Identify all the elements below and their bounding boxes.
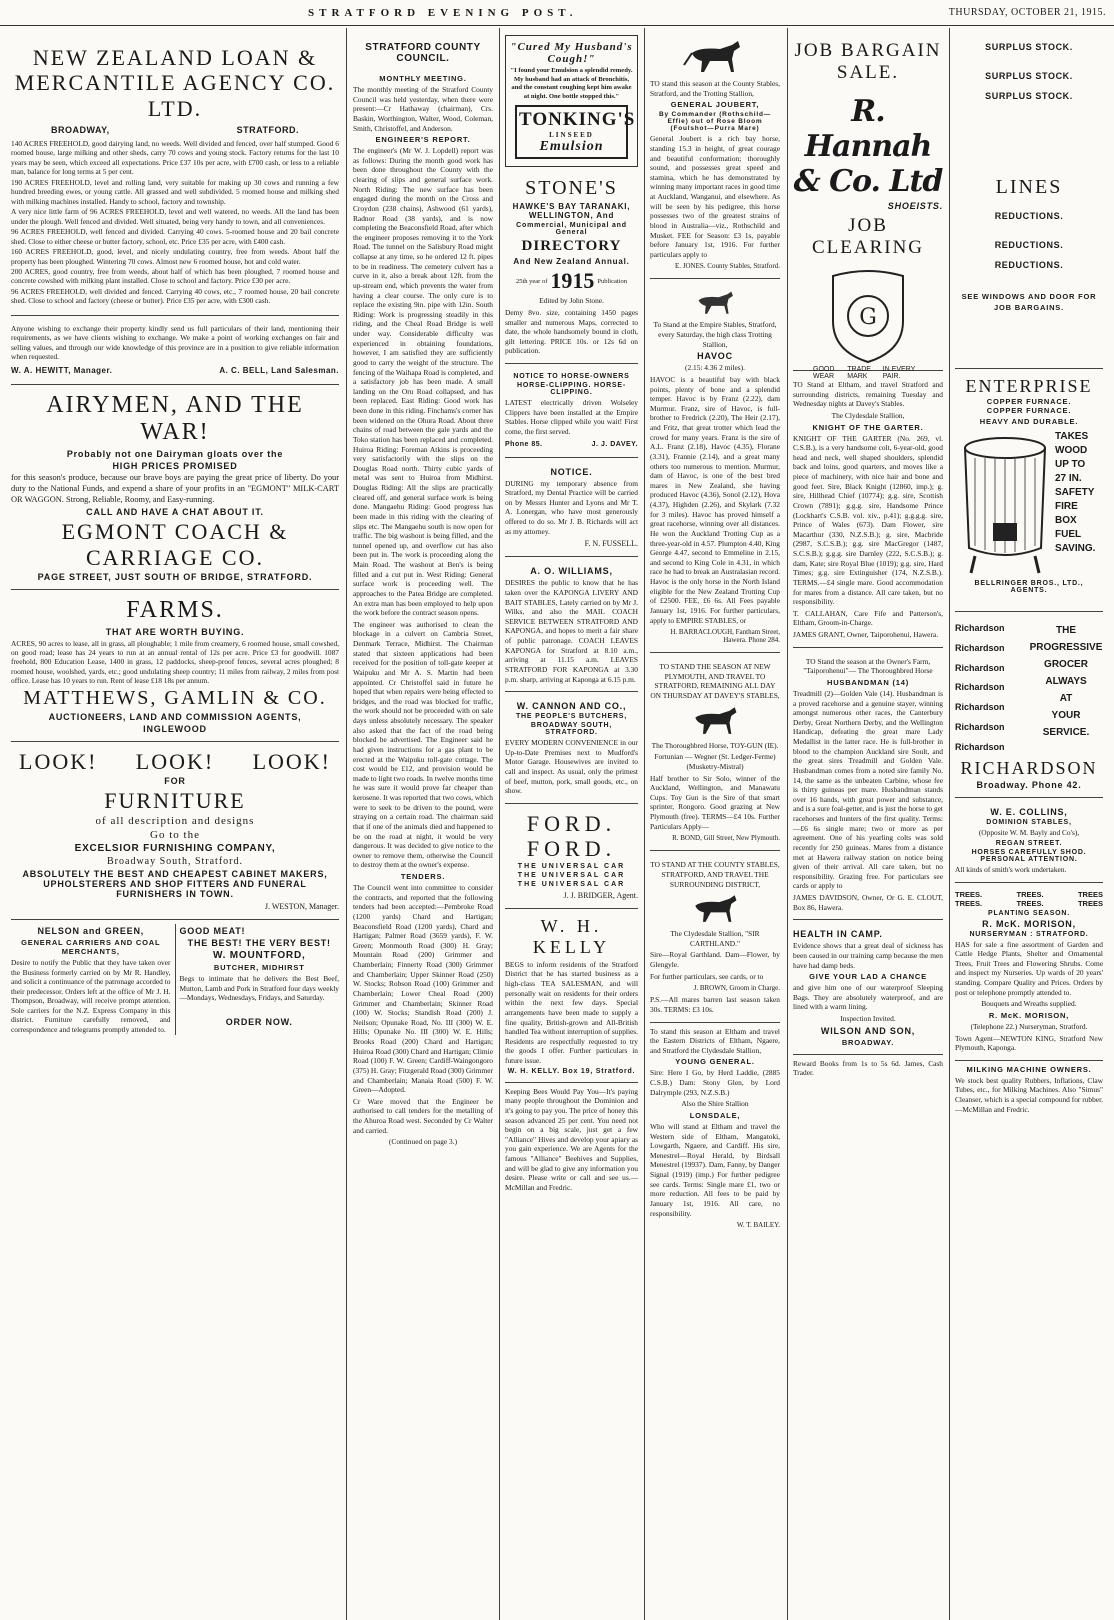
progressive-word: GROCER xyxy=(1044,659,1088,670)
farms-body: ACRES, 90 acres to lease, all in grass, all ploughable; 1 mile from creamery, 6 roomed house, small cowshed, on good road; lease has 24 years to run at an annual rental of 12s per acre. Price £3 for goodwill. 1087 freehold, 800 Education Lease, 1400 in grass, 12 paddocks, sheep-proof fences, several acres ploughed; 8 roomed house, woolshed, yards, etc.; good undulating sheep country; 11 miles from railway, 2 miles from post office. Lease has 10 years to run. Rent of lease £18 18s per annum. xyxy=(11,638,339,686)
ford-agent: J. J. BRIDGER, Agent. xyxy=(563,891,638,901)
dairymen-title: AIRYMEN, AND THE WAR! xyxy=(46,391,304,446)
richardson-row: Richardson xyxy=(955,721,1005,732)
carthland-sig: J. BROWN, Groom in Charge. xyxy=(693,984,780,993)
dairymen-high-prices: HIGH PRICES PROMISED xyxy=(112,461,238,472)
stones-sub: HAWKE'S BAY TARANAKI, WELLINGTON, And xyxy=(512,202,631,221)
look-for: FOR xyxy=(164,776,186,787)
carthland-pedigree: Sire—Royal Garthland. Dam—Flower, by Glengyle. xyxy=(650,950,780,969)
joubert-intro: TO stand this season at the County Stables, Stratford, and the Trotting Stallion, xyxy=(650,79,780,98)
carthland-advert xyxy=(650,855,780,1022)
kelly-sig: W. H. KELLY. Box 19, Stratford. xyxy=(507,1067,636,1075)
stones-year-post: Publication xyxy=(597,277,627,285)
progressive-word: YOUR xyxy=(1051,710,1081,721)
camp-give: GIVE YOUR LAD A CHANCE xyxy=(809,972,927,982)
tonkings-body: "I found your Emulsion a splendid remedy. My husband had an attack of Bronchitis, and the constant coughing kept him awake at night. One bottle stopped this." xyxy=(510,67,633,100)
lonsdale-name: LONSDALE, xyxy=(689,1110,741,1120)
farms-advert xyxy=(11,594,339,742)
mountford-sub: BUTCHER, MIDHIRST xyxy=(213,963,305,973)
richardson-title: RICHARDSON xyxy=(960,757,1098,778)
horse-icon xyxy=(690,290,740,316)
kelly-advert xyxy=(505,913,638,1082)
cannon-address: BROADWAY SOUTH, STRATFORD. xyxy=(530,722,613,737)
nz-loan-street: BROADWAY, xyxy=(51,124,110,135)
kelly-heading: W. H. KELLY xyxy=(532,916,611,958)
stones-title: STONE'S xyxy=(525,177,618,200)
matthews-sub: AUCTIONEERS, LAND AND COMMISSION AGENTS, xyxy=(48,711,302,722)
morison-body: HAS for sale a fine assortment of Garden and Cattle Hedge Plants, Shelter and Ornamental Trees, Fruit Trees and Flowering Shrubs. Come and inspect my Nurseries. Up wards of 20 years' standing. Compare Quality and Prices. Orders by post or telephone promptly attended to. xyxy=(955,939,1103,997)
notice-sig: F. N. FUSSELL. xyxy=(584,539,638,549)
newspaper-title: STRATFORD EVENING POST. xyxy=(308,6,578,19)
richardson-row: Richardson xyxy=(955,662,1005,673)
council-body: The engineer was authorised to clean the blockage in a culvert on Cambria Street, Denmark Terrace, Midhirst. The Chairman stated that sixteen applications had been received for the position of toll-gate keeper at Waipuku and Mr A. S. Martin had been appointed. Cr Christoffel said in future he hoped that when repairs were being effected to bridges, and the road was blocked for traffic, the work should not be proceeded with on sale days unless absolutely necessary. The speaker also asked that the fact of the road being blocked be advertised. The Engineer said he had given instructions for a gas plant to be erected at the Waipuku toll-gate cottage. The cost would be £12, and provision would be made to light two roads. In twelve months time he was sure it would prove far cheaper than kerosene. It was reported that two cows, which were to seek to be driven to the pound, were straying on a certain road. The chairman said that if one of the animals died and happened to be on the road at night, it would be very dangerous. It was decided to give notice to the owner to remove them, otherwise the Council to destroy them at the owner's expense. xyxy=(353,619,493,870)
horse-notice-head: NOTICE TO HORSE-OWNERS xyxy=(513,373,630,380)
furniture-advert xyxy=(11,746,339,921)
dairymen-sub: Probably not one Dairyman gloats over the xyxy=(66,449,284,460)
enterprise-advert xyxy=(955,373,1103,612)
stones-body: Demy 8vo. size, containing 1450 pages smaller and numerous Maps, corrected to date, the whole handsomely bound in cloth, gilt lettering. PRICE 10s. or 12s 6d on publication. xyxy=(505,307,638,356)
nz-loan-address xyxy=(11,125,339,135)
surplus-stock-advert xyxy=(955,38,1103,369)
knight-sig: T. CALLAHAN, Care Fife and Patterson's, Eltham, Groom-in-Charge. xyxy=(793,608,943,628)
hannah-logo: R. Hannah & Co. Ltd xyxy=(793,93,943,199)
wilson-address: BROADWAY. xyxy=(841,1037,895,1047)
look-row xyxy=(11,749,339,774)
furniture-heading: FURNITURE xyxy=(104,788,246,814)
knight-intro: TO Stand at Eltham, and travel Stratford and surrounding districts, remaining Tuesday and Wednesday nights at Davey's Stables. xyxy=(793,380,943,409)
ford-line: THE UNIVERSAL CAR xyxy=(517,872,626,880)
look-word: LOOK! xyxy=(135,748,215,774)
havoc-advert xyxy=(650,283,780,653)
husbandman-advert xyxy=(793,652,943,921)
salesman-signature: A. C. BELL, Land Salesman. xyxy=(219,365,339,375)
mountford-name: W. MOUNTFORD, xyxy=(212,950,306,962)
nz-loan-advert xyxy=(11,32,339,316)
listing: 160 ACRES FREEHOLD, good, level, and nicely undulating country, free from weeds. About half the property has been ploughed. Wintering 70 cows. Almost new 6 roomed house, hot and cold water. xyxy=(11,247,339,266)
order-now: ORDER NOW. xyxy=(225,1016,293,1027)
job-bargain-advert xyxy=(793,40,943,381)
tonkings-brand: TONKING'S xyxy=(519,109,636,131)
bellringer-agents: BELLRINGER BROS., LTD., AGENTS. xyxy=(974,579,1084,594)
trees-row xyxy=(955,890,1103,899)
nurseryman: NURSERYMAN : STRATFORD. xyxy=(969,930,1089,938)
collins-sub: DOMINION STABLES, xyxy=(986,819,1072,827)
stones-year-row xyxy=(505,268,638,294)
milking-heading: MILKING MACHINE OWNERS. xyxy=(966,1064,1092,1074)
reward-books: Reward Books from 1s to 5s 6d. James, Cash Trader. xyxy=(793,1058,943,1078)
knight-body: KNIGHT OF THE GARTER (No. 269, vl. C.S.B.), is a very handsome colt, 6-year-old, good head and neck, well shaped shoulders, splendid back and loins, good quarters, and moves like a piece of machinery, with nice hair and bone and good feet. Sire, Black Knight (12860, imp.); g. sire, Hillhead Chief (10774); g.g. sire, Scottish Crown (7891); g.g.g. sire, Handsome Prince (Lockhart's C.S.B. vol. xiv., p.41); g.g.g.g. sire, Prince of Wales (673). Dam Flower, sire Macarthur (330, N.Z.S.B.); g. sire, Macbride (2987, S.C.S.B.); g.g. sire MacGregor (1487, S.C.S.B.); g.g.g. sire Darnley (222, S.C.S.B.); g. dam, Kate; sire Royal Blue (1019); g.g. sire, Hard Times; g.g. sire Extinguisher (174, N.Z.S.B.). TERMS.—£4 single mare. Good accommodation for mares from a distance. All care taken, but no responsibility. xyxy=(793,433,943,607)
horse-clipping-advert xyxy=(505,368,638,458)
good-wear-labels xyxy=(793,366,943,380)
collins-heading: W. E. COLLINS, xyxy=(990,807,1068,818)
williams-advert xyxy=(505,561,638,692)
joubert-sig: E. JONES. County Stables, Stratford. xyxy=(675,262,780,271)
horse-notice-footer xyxy=(505,441,638,448)
progressive-word: ALWAYS xyxy=(1045,676,1087,687)
dairymen-advert xyxy=(11,389,339,590)
stones-year-pre: 25th year of xyxy=(515,277,548,285)
column-5 xyxy=(788,30,948,1616)
stones-directory: DIRECTORY xyxy=(521,238,622,255)
furnace-tag: SAVING. xyxy=(1055,542,1096,554)
egmont-title: EGMONT COACH & CARRIAGE CO. xyxy=(61,519,289,570)
trees-word: TREES xyxy=(1077,889,1103,899)
copper-line: COPPER FURNACE. xyxy=(986,405,1072,415)
knight-sub: The Clydesdale Stallion, xyxy=(831,410,905,420)
richardson-column xyxy=(955,619,1029,758)
camp-body-2: and give him one of our waterproof Sleeping Bags. They are absolutely waterproof, and are lined with a warm lining. xyxy=(793,983,943,1012)
carthland-body: For further particulars, see cards, or to xyxy=(650,971,764,981)
look-word: LOOK! xyxy=(19,748,98,774)
carthland-intro: TO STAND AT THE COUNTY STABLES, STRATFORD, AND TRAVEL THE SURROUNDING DISTRICT, xyxy=(650,860,780,889)
hannah-shoeists: SHOEISTS. xyxy=(887,200,943,211)
toygun-pedigree: Fortunian — Wegner (St. Ledger-Ferme) (Musketry-Mistral) xyxy=(654,752,776,771)
bees-advert: Keeping Bees Would Pay You—It's paying many people throughout the Dominion and it's going to pay you. The price of honey this season advanced 25 per cent. You need not begin on a big scale, just get a few "Alliance" Hives and develop your apiary as you gain experience. We are Agents for the famous "Alliance" Beehives and Supplies, and will be glad to give any information you desire. Please write or call and see us.—McMillan and Fredric. xyxy=(505,1086,638,1192)
see-windows: SEE WINDOWS AND DOOR FOR xyxy=(961,291,1097,301)
richardson-body xyxy=(955,619,1103,758)
richardson-address: Broadway. Phone 42. xyxy=(976,780,1082,791)
collins-advert xyxy=(955,802,1103,882)
trees-word: TREES. xyxy=(955,898,983,908)
toygun-caption: The Thoroughbred Horse, TOY-GUN (IE). xyxy=(651,740,779,750)
horse-notice-sig: J. J. DAVEY. xyxy=(591,440,638,448)
enterprise-title: ENTERPRISE xyxy=(965,376,1093,396)
tenders-heading: TENDERS. xyxy=(400,872,446,881)
morison-phone: (Telephone 22.) Nurseryman, Stratford. xyxy=(970,1021,1088,1031)
engineer-report: The engineer's (Mr W. J. Lopdell) report was as follows: During the month good work has been done throughout the County with the clearing of slips and general surface work. North Riding: The new surface has been engaged during the month on the Cross and Croydon (238 chains), Ashwood (61 yards), Radnor Road (38 yards), and is now completing the Beaconsfield Road, after which the engineer proposes removing it to the York Road. The tunnel on the Salisbury Road might collapse at any time, so he ordered 12 ft. pipes to be in readiness. The cemetery culvert has a curve in it, also a break about 12ft. from the up-stream end, which prevents the water from having a clear course. The only cure is to replace the existing 9in. pipe with 12in. South Riding: Work is progressing steadily in this riding, and the Cheal Road Bridge is well under way. Considerable difficulty was experienced in obtaining foundations, however, I am satisfied they are sufficiently good to carry the weight of the structure. The fencing of the Waihapa Road is completed, and a satisfactory job has been made. A small landing on the Oru Road collapsed, and has been replaced. East Riding: Good work has been done in this riding. Finchams's corner has been widened on the Ohura Road. About three chains of road between the gale yards and the Toko station has been replaced and completed. Huiroa Riding: Foreman Atkins is proceeding very satisfactorily with the slips on the Douglas Road north. Thirty cubic yards of metal was sent to Huiroa from Midhirst. Douglas Riding: All the slips are practically cleared off, and general surface work is being done. Mangaehu Riding: Good progress has been made in this riding with the clearing of slips etc. The Mangaehu south is now open for traffic. The big washout is being filled, and the tunnel opened up, and overflow cut has also been put in. The work is proceeding along the Main Road. The washout at Ben's is being filled and a cut put in. West Riding: General surface work is proceeding well. The approaches to the Patea Bridge are completed. An extra man has been employed to help upon the work before the contract season opens. xyxy=(353,146,493,618)
tonkings-quote: "Cured My Husband's Cough!" xyxy=(510,41,633,65)
nelson-green-advert xyxy=(11,924,176,1035)
column-2 xyxy=(348,30,498,1616)
collins-body: HORSES CAREFULLY SHOD. PERSONAL ATTENTION. xyxy=(971,848,1087,863)
trees-word: TREES. xyxy=(1016,898,1044,908)
kelly-body: BEGS to inform residents of the Stratford District that he has started business as a high-class TEA SALESMAN, and will personally wait on residents for their orders within the next few days. Special arrangements have been made to supply a fine quality, British-grown and All-British handled Tea without interruption of supplies. Residents are respectfully requested to try the goods I offer. Further particulars in future issue. xyxy=(505,959,638,1066)
tonkings-linseed: LINSEED xyxy=(549,131,594,140)
stones-advert xyxy=(505,170,638,364)
lines-heading: LINES xyxy=(995,176,1063,199)
havoc-intro: To Stand at the Empire Stables, Stratford, every Saturday, the high class Trotting Stallion, xyxy=(653,320,777,349)
exchange-notice: Anyone wishing to exchange their property kindly send us full particulars of their land, mentioning their requirements, as we have clients wishing to exchange. We make a point of working exchanges on fair and selling values, and through our wide knowledge of this province are in a position to give reliable information when requested. xyxy=(11,324,339,362)
young-intro: To stand this season at Eltham and travel the Eastern Districts of Eltham, Ngaere, and Stratford the Clydesdale Stallion, xyxy=(650,1026,780,1055)
copper-line: COPPER FURNACE. xyxy=(986,396,1072,406)
ford-advert xyxy=(505,808,638,910)
collins-body-2: All kinds of smith's work undertaken. xyxy=(955,864,1067,874)
trees-row xyxy=(955,899,1103,908)
joubert-name: GENERAL JOUBERT, xyxy=(670,100,760,110)
notice-body: DURING my temporary absence from Stratford, my Dental Practice will be carried on by Messrs Hunter and Lyons and Mr T. A. Lonergan, who have most generously offered to do so. Mr J. B. Richards will act as my attorney. xyxy=(505,478,638,536)
dairymen-body: for this season's produce, because our brave boys are paying the great price of liberty. Do your duty to the National Funds, and expend a share of your profits in an "EGMONT" MILK-CART OR WAGGON. Strong, Reliable, Roomy, and Easy-running. xyxy=(11,473,339,504)
town-agent: Town Agent—NEWTON KING, Stratford New Plymouth, Kaponga. xyxy=(955,1033,1103,1053)
toygun-intro: TO STAND THE SEASON AT NEW PLYMOUTH, AND TRAVEL TO STRATFORD, REMAINING ALL DAY ON THURSDAY AT DAVEY'S STABLES, xyxy=(650,662,780,700)
egmont-address: PAGE STREET, JUST SOUTH OF BRIDGE, STRATFORD. xyxy=(37,571,313,582)
cannon-sub: THE PEOPLE'S BUTCHERS, xyxy=(515,713,628,721)
knight-name: KNIGHT OF THE GARTER. xyxy=(812,422,924,432)
trees-word: TREES xyxy=(1077,898,1103,908)
furnace-tags xyxy=(1055,428,1103,578)
excelsior-body: ABSOLUTELY THE BEST AND CHEAPEST CABINET MAKERS, UPHOLSTERERS AND SHOP FITTERS AND FUNERAL FURNISHERS IN TOWN. xyxy=(22,869,328,900)
reduction-line: REDUCTIONS. xyxy=(994,211,1064,222)
excelsior-address: Broadway South, Stratford. xyxy=(107,856,243,868)
havoc-body: HAVOC is a beautiful bay with black points, plenty of bone and a splendid temper. Havoc is by Franz (2.22), dam Murmur. Franz, sire of Havoc, is full-brother to Fredrick (2.20), The Heir (2.17), and Fritz, that great trotter which lead the crowd for many years. Franz is the sire of A.L. Franz (2.18), Havoc (4.35), Florane (3.31), Frannie (2.14), and a great many others too numerous to mention. Murmur, dam of Havoc, is one of the best bred mares in New Zealand, she having produced Havoc (4.36), Sonol (2.12), Hova (4.37), Highden (2.26), and Skylark (7.32 for 3 miles). Havoc has proved himself a great racehorse, winning over all distances. He won the Auckland Trotting Cup as a three-year-old in 4.57. Plumpton 4.40, King George 4.47, second to Emmeline in 2.15, and second to King Cole in 4.31, in which race he had to break an Australasian record. Havoc is the only horse in the North Island eligible for the New Zealand Trotting Cup of £2500. FEE, £6 6s. All Fees payable January 1st, 1916. For further particulars, apply to EMPIRE STABLES, or xyxy=(650,374,780,625)
furnace-tag: FUEL xyxy=(1055,528,1082,540)
continued-note: (Continued on page 3.) xyxy=(388,1137,458,1147)
horse-notice-phone: Phone 85. xyxy=(505,440,543,448)
cannon-advert xyxy=(505,696,638,804)
nz-loan-footer xyxy=(11,320,339,385)
camp-invite: Inspection Invited. xyxy=(840,1014,896,1023)
cannon-body: EVERY MODERN CONVENIENCE in our Up-to-Date Premises next to Mudford's Motor Garage. Housewives are invited to call and inspect. As usual, only the primest of beef, mutton, pork, small goods, etc., on show. xyxy=(505,738,638,796)
good-wear-mark: TRADE MARK xyxy=(847,366,871,381)
tonkings-advert xyxy=(505,35,638,167)
listing: 200 ACRES, good country, free from weeds, about half of which has been ploughed, 7 roomed house and concrete cowshed with milking plant installed. Close to school and factory. Price £30 per acre. xyxy=(11,266,339,286)
column-4 xyxy=(645,30,785,1616)
tonkings-emulsion: Emulsion xyxy=(539,139,604,155)
carthland-caption: The Clydesdale Stallion, "SIR CARTHLAND." xyxy=(670,929,760,948)
havoc-time: (2.15: 4.36 2 miles). xyxy=(685,363,745,373)
joubert-pedigree: By Commander (Rothschild—Effie) out of Rose Bloom (Foulshot—Purra Mare) xyxy=(658,111,772,133)
good-meat: GOOD MEAT! xyxy=(179,926,246,937)
look-goto: Go to the xyxy=(150,829,200,842)
wilson-name: WILSON AND SON, xyxy=(820,1025,916,1036)
husband-name: HUSBANDMAN (14) xyxy=(826,677,909,687)
tenders-body: The Council went into committee to consider the contracts, and reported that the following tenders had been accepted:—Pembroke Road (1200 yards) Chard and Hartigan; Beaconsfield Road (1200 yards), Chard and Hartigan; Palmer Road (3659 yards), F. W. Green; Monmouth Road (300) H. Gray; Mountain Road (200) Grimmer and Chamberlain; Finnerty Road (300) Grimmer and Chamberlain; Upper Skinner Road (250) W. Stocks; Robson Road (100) Grimmer and Chamberlain; Lower Cheal Road (200) Grimmer and Chamberlain; Skinner Road (100) W. Stocks; Standish Road (200) J. Neilson; Opunake Road, No. III (300) W. E. Hills; Opunake No. III (300) W. E. Hills; Brooks Road (200) Chard and Hartigan; Huiroa Road (300) Chard and Hartigan; Climie Road (100) F. W. Green; Cardiff-Waingongoro (375) H. Gray; Fitzgerald Road (300) Grimmer and Chamberlain; Manaia Road (500) F. W. Green—Adopted. xyxy=(353,883,493,1095)
enterprise-body xyxy=(955,428,1103,578)
husband-body: Treadmill (2)—Golden Vale (14). Husbandman is a proved racehorse and a genuine stayer, winning amongst numerous other races, the Canterbury Derby, Great Northern Derby, and the Wellington Handicap, defeating the great mare Lady Medallist in the latter race. He is full-brother in blood to the champion Auckland sire Soult, and the great sires Treadmill and Golden Vale. Husbandman comes from a noted sire family No. 14, the same as the unbeaten Carbine, whose fee is thirty guineas per mare. Husbandman stands over 16 hands, with great power and substance, and is a sure foal-getter, and is just the horse to get racehorses and hunters of the first quality. Terms:—£6 6s single mare; two or more as per agreement. One of his yearling colts was sold recently for 250 guineas. Mares from a distance met at Hawera railway station on notice being given of their arrival. All care taken, but no responsibility. Grazing free. For particulars see cards or apply to xyxy=(793,688,943,891)
husband-intro: TO Stand the season at the Owner's Farm, "Taiporohenui"— The Thoroughbred Horse xyxy=(803,656,933,676)
cannon-heading: W. CANNON AND CO., xyxy=(516,701,627,712)
toygun-body: Half brother to Sir Solo, winner of the Auckland, Wellington, and Manawatu Cups. Toy Gun is the Sire of that smart sprinter, Rongoro. Good grazing at New Plymouth (free). TERMS—£4 10s. Further Particulars Apply— xyxy=(650,773,780,831)
collins-street: REGAN STREET. xyxy=(995,839,1063,847)
toygun-advert xyxy=(650,657,780,851)
reduction-line: REDUCTIONS. xyxy=(994,240,1064,251)
column-6 xyxy=(950,30,1108,1616)
havoc-sig: H. BARRACLOUGH, Fantham Street, Hawera. Phone 284. xyxy=(670,628,780,645)
stones-annual: And New Zealand Annual. xyxy=(513,257,630,267)
havoc-name: HAVOC xyxy=(697,351,733,362)
weston-signature: J. WESTON, Manager. xyxy=(264,902,339,912)
listing: 140 ACRES FREEHOLD, good dairying land, no weeds. Well divided and fenced, over half stumped. Good 6 roomed house, large milking and other sheds, carry 70 cows and young stock. Factory returns for the last 10 years may be seen, which exceed all expectations. Price £37 10s per acre, with £700 cash, or less to a reliable man, balance for long terms at 5 per cent. xyxy=(11,138,339,177)
dairymen-call: CALL AND HAVE A CHAT ABOUT IT. xyxy=(86,507,264,518)
look-word: LOOK! xyxy=(252,748,331,774)
council-sub: MONTHLY MEETING. xyxy=(379,74,467,83)
bouquets: Bouquets and Wreaths supplied. xyxy=(981,999,1077,1009)
morison-name: R. McK. MORISON, xyxy=(982,918,1076,929)
williams-heading: A. O. WILLIAMS, xyxy=(530,566,613,577)
council-intro: The monthly meeting of the Stratford County Council was held yesterday, when there were present:—Cr Hathaway (chairman), Crs. Baskin, Worthington, Walter, Wood, Coleman, Smith, Christoffel, and Anderson. xyxy=(353,85,493,133)
trees-word: TREES. xyxy=(955,889,983,899)
nelson-body: Desire to notify the Public that they have taken over the Business formerly carried on by Mr R. Handley, and solicit a continuance of the patronage accorded to their predecessor. Orders left at the office of Mr J. H. Thompson, Broadway, will receive prompt attention. Sole carriers for the N.Z. Express Company in this district. Furniture carefully removed, and correspondence and telegrams promptly attended to. xyxy=(11,958,171,1034)
tonkings-logo xyxy=(515,105,636,159)
bottom-ads xyxy=(11,924,339,1035)
richardson-row: Richardson xyxy=(955,741,1005,752)
progressive-word: SERVICE. xyxy=(1042,727,1090,738)
young-also: Also the Shire Stallion xyxy=(681,1099,749,1109)
nelson-title: NELSON and GREEN, xyxy=(37,926,145,937)
health-camp-advert xyxy=(793,924,943,1054)
horse-icon xyxy=(685,893,745,925)
young-name: YOUNG GENERAL. xyxy=(675,1057,755,1067)
milking-body: We stock best quality Rubbers, Inflations, Claw Tubes, etc., for Milking Machines. Also "Simus" Cleanser, which is a special compound for rubber.—McMillan and Fredric. xyxy=(955,1075,1103,1114)
furnace-tag: SAFETY xyxy=(1055,486,1095,498)
excelsior-name: EXCELSIOR FURNISHING COMPANY, xyxy=(74,843,276,855)
matthews-title: MATTHEWS, GAMLIN & CO. xyxy=(23,686,327,709)
listing: 190 ACRES FREEHOLD, level and rolling land, very suitable for making up 30 cows and running a few hundred breeding ewes, or young cattle. All grassed and well subdivided. 5 roomed house and milking shed with milking machines installed. Handy to school, factory and township. xyxy=(11,177,339,206)
young-general-advert xyxy=(650,1027,780,1230)
milking-advert xyxy=(955,1065,1103,1115)
collins-sub-2: (Opposite W. M. Bayly and Co's), xyxy=(978,828,1080,838)
heavy-durable: HEAVY AND DURABLE. xyxy=(979,416,1079,426)
ford-line: THE UNIVERSAL CAR xyxy=(517,881,626,889)
job-bargain-title: JOB BARGAIN SALE. xyxy=(794,40,942,83)
reduction-line: REDUCTIONS. xyxy=(994,259,1064,270)
stones-sub-2: Commercial, Municipal and General xyxy=(516,222,627,237)
lonsdale-sig: W. T. BAILEY. xyxy=(736,1221,780,1230)
engineer-heading: ENGINEER'S REPORT. xyxy=(375,135,471,145)
look-body: of all description and designs xyxy=(95,815,255,828)
column-1 xyxy=(6,30,344,1616)
mountford-advert xyxy=(180,924,340,1035)
nz-loan-title: NEW ZEALAND LOAN & MERCANTILE AGENCY CO. LTD. xyxy=(14,45,336,121)
issue-date: THURSDAY, OCTOBER 21, 1915. xyxy=(948,7,1106,18)
williams-body: DESIRES the public to know that he has taken over the KAPONGA LIVERY AND BAIT STABLES, Lately carried on by Mr J. Wilks, and also the MAIL COACH SERVICE BETWEEN STRATFORD AND KAPONGA, and hopes to merit a fair share of public patronage. COACH LEAVES KAPONGA for Stratford at 8.10 a.m., arriving at 11.15 a.m. LEAVES STRATFORD FOR KAPONGA at 3.30 p.m. sharp, arriving at Kaponga at 6.15 p.m. xyxy=(505,578,638,684)
job-clearing: JOB CLEARING xyxy=(811,214,925,258)
ford-line: THE UNIVERSAL CAR xyxy=(517,863,626,871)
furnace-tag: UP TO xyxy=(1055,458,1086,470)
progressive-column xyxy=(1029,619,1103,758)
furnace-tag: TAKES xyxy=(1055,430,1089,442)
furnace-tag: FIRE xyxy=(1055,500,1078,512)
council-title: STRATFORD COUNTY COUNCIL. xyxy=(365,42,481,64)
progressive-word: PROGRESSIVE xyxy=(1029,642,1103,653)
svg-text:G: G xyxy=(859,305,877,331)
column-3 xyxy=(500,30,643,1616)
richardson-advert xyxy=(955,616,1103,798)
young-pedigree: Sire: Here I Go, by Herd Laddie, (2885 C.S.B.) Dam: Stony Glen, by Lord Dalrymple (293, N.Z.S.B.) xyxy=(650,1068,780,1097)
horse-notice-sub: HORSE-CLIPPING. HORSE-CLIPPING. xyxy=(517,382,626,396)
dental-notice xyxy=(505,462,638,558)
nelson-sub: GENERAL CARRIERS AND COAL MERCHANTS, xyxy=(21,938,161,957)
stones-year: 1915 xyxy=(550,268,595,294)
stones-edited: Edited by John Stone. xyxy=(539,296,604,306)
richardson-row: Richardson xyxy=(955,623,1005,633)
carthland-ps: P.S.—All mares barren last season taken 30s. TERMS: £3 10s. xyxy=(650,995,780,1014)
morison-name-2: R. McK. MORISON, xyxy=(988,1010,1070,1020)
good-wear-bottom: IN EVERY PAIR. xyxy=(882,366,916,381)
surplus-line: SURPLUS STOCK. xyxy=(985,90,1073,101)
richardson-row: Richardson xyxy=(955,682,1005,693)
good-wear-badge-icon xyxy=(823,266,913,366)
horse-icon xyxy=(685,705,745,737)
copper-furnace-icon xyxy=(955,428,1055,578)
morison-advert xyxy=(955,887,1103,1061)
lonsdale-body: Who will stand at Eltham and travel the Western side of Eltham, Mangatoki, Lowgarth, Ngaere, and Cardiff. His sire, Menestrel—Royal Herald, by Birdsall Menestrel (19937). Dam, Fanny, by Danger Signal (1919) (imp.) For further pedigree see cards. Terms: Single mare £1, two or more reduction. All fees to be paid by January 1st, 1916. All care, no responsibility. xyxy=(650,1121,780,1218)
knight-advert xyxy=(793,375,943,648)
good-wear-top: GOOD WEAR xyxy=(813,366,835,381)
listing: A very nice little farm of 96 ACRES FREEHOLD, level and well watered, no weeds. All the land has been under the plough. Well fenced and divided. Well situated, being very handy to town, and all conveniences. xyxy=(11,207,339,226)
column-rule xyxy=(346,28,347,1620)
horse-icon xyxy=(680,39,750,75)
furnace-tag: 27 IN. xyxy=(1055,472,1082,484)
husband-sig: JAMES DAVIDSON, Owner, Or G. E. CLOUT, Box 86, Hawera. xyxy=(793,893,943,912)
council-body-3: Cr Ware moved that the Engineer be authorised to call tenders for the metalling of the Ahuroa Road west. Seconded by Cr Walter and carried. xyxy=(353,1096,493,1135)
planting-season: PLANTING SEASON. xyxy=(987,909,1071,917)
nz-loan-signatures xyxy=(11,366,339,375)
progressive-word: THE xyxy=(1056,625,1076,636)
listing: 96 ACRES FREEHOLD, well divided and fenced. Carrying 40 cows, etc., 7 roomed house, 20 bail concrete shed. Close to school and factory (cheese or butter). Price £35 per acre, with £300 cash. xyxy=(11,286,339,306)
farms-sub: THAT ARE WORTH BUYING. xyxy=(105,626,245,637)
horse-notice-body: LATEST electrically driven Wolseley Clippers have been installed at the Empire Stables. Horse clipped while you wait! First come, the first served. xyxy=(505,398,638,436)
manager-signature: W. A. HEWITT, Manager. xyxy=(11,365,113,375)
matthews-town: INGLEWOOD xyxy=(143,723,207,734)
surplus-line: SURPLUS STOCK. xyxy=(985,70,1073,81)
joubert-body: General Joubert is a rich bay horse, standing 15.3 in height, of great courage and beautiful conformation; thoroughly sound, and possesses great speed and stamina, which he has demonstrated by winning many important races in good time at Auckland, Wanganui, and elsewhere. As will be seen by his pedigree, this horse possesses two of the greatest strains of blood in Australia—viz., Rothschild and Musket. FEE for Season: £3 1s, payable before January 1st, 1916. For further particulars apply to xyxy=(650,134,780,259)
farms-title: FARMS. xyxy=(126,596,224,623)
mountford-body: Begs to intimate that he delivers the Best Beef, Mutton, Lamb and Pork in Stratford four days weekly—Mondays, Wednesdays, Fridays, and Saturday. xyxy=(179,974,339,1003)
trees-word: TREES. xyxy=(1016,889,1044,899)
furnace-tag: BOX xyxy=(1055,514,1077,526)
richardson-row: Richardson xyxy=(955,642,1005,653)
surplus-line: SURPLUS STOCK. xyxy=(985,42,1073,52)
listing: 96 ACRES FREEHOLD, well fenced and divided. Carrying 40 cows. 5-roomed house and 20 bail concrete shed. Close to either cheese or butter factory, school, etc. Price £35 per acre, with £400 cash. xyxy=(11,227,339,246)
the-best: THE BEST! THE VERY BEST! xyxy=(187,938,331,949)
joubert-advert xyxy=(650,32,780,279)
toygun-sig: R. BOND, Gill Street, New Plymouth. xyxy=(672,834,780,843)
masthead xyxy=(0,0,1114,26)
job-bargains: JOB BARGAINS. xyxy=(994,302,1064,312)
nz-loan-town: STRATFORD. xyxy=(236,124,299,135)
furnace-tag: WOOD xyxy=(1055,444,1088,456)
camp-heading: HEALTH IN CAMP. xyxy=(793,929,883,940)
grant-sig: JAMES GRANT, Owner, Taiporohenui, Hawera. xyxy=(793,630,939,639)
richardson-row: Richardson xyxy=(955,702,1005,713)
progressive-word: AT xyxy=(1059,693,1073,704)
notice-heading: NOTICE. xyxy=(550,466,593,477)
camp-body: Evidence shows that a great deal of sickness has been caused in our training camp because the men have had damp beds. xyxy=(793,941,943,970)
ford-title: FORD. xyxy=(526,810,617,836)
ford-title-2: FORD. xyxy=(526,836,617,862)
